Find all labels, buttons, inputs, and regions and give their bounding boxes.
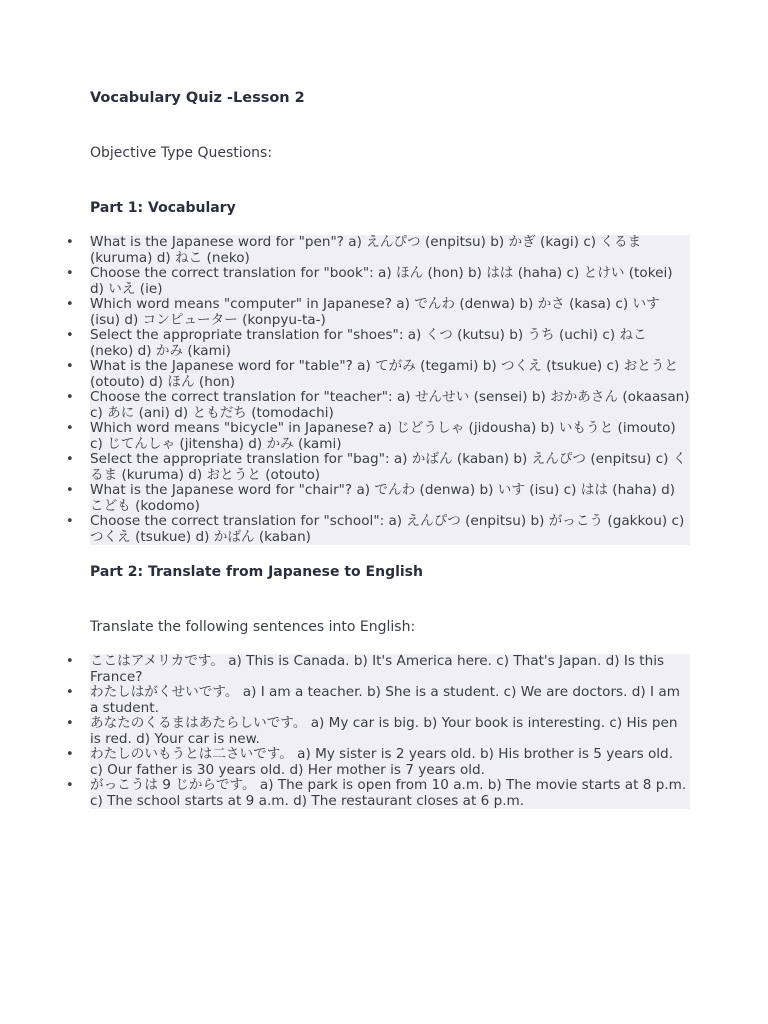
list-item: • がっこうは 9 じからです。 a) The park is open from 10 a.m. b) The movie starts at 8 p.m. c) The school starts at 9 a.m. d) The restaurant closes at 6 p.m. [90, 778, 690, 809]
list-item: • Choose the correct translation for "teacher": a) せんせい (sensei) b) おかあさん (okaasan) c) あに (ani) d) ともだち (tomodachi) [90, 390, 690, 421]
intro-text: Objective Type Questions: [90, 145, 273, 161]
part2-question-list [90, 654, 690, 809]
list-item: • あなたのくるまはあたらしいです。 a) My car is big. b) Your book is interesting. c) His pen is red. d) Your car is new. [90, 716, 690, 747]
list-item: • Choose the correct translation for "book": a) ほん (hon) b) はは (haha) c) とけい (tokei) d) いえ (ie) [90, 266, 690, 297]
list-item: • ここはアメリカです。 a) This is Canada. b) It's America here. c) That's Japan. d) Is this France? [90, 654, 690, 685]
part2-heading: Part 2: Translate from Japanese to English [90, 564, 423, 580]
list-item: • わたしのいもうとは二さいです。 a) My sister is 2 years old. b) His brother is 5 years old. c) Our father is 30 years old. d) Her mother is 7 years old. [90, 747, 690, 778]
list-item: • What is the Japanese word for "chair"? a) でんわ (denwa) b) いす (isu) c) はは (haha) d) こども (kodomo) [90, 483, 690, 514]
list-item: • Choose the correct translation for "school": a) えんぴつ (enpitsu) b) がっこう (gakkou) c) つくえ (tsukue) d) かばん (kaban) [90, 514, 690, 545]
part1-heading: Part 1: Vocabulary [90, 200, 236, 216]
list-item: • What is the Japanese word for "pen"? a) えんぴつ (enpitsu) b) かぎ (kagi) c) くるま (kuruma) d) ねこ (neko) [90, 235, 690, 266]
part2-instruction: Translate the following sentences into English: [90, 619, 416, 635]
part1-question-list [90, 235, 690, 545]
list-item: • Which word means "bicycle" in Japanese? a) じどうしゃ (jidousha) b) いもうと (imouto) c) じてんしゃ (jitensha) d) かみ (kami) [90, 421, 690, 452]
list-item: • わたしはがくせいです。 a) I am a teacher. b) She is a student. c) We are doctors. d) I am a student. [90, 685, 690, 716]
list-item: • What is the Japanese word for "table"? a) てがみ (tegami) b) つくえ (tsukue) c) おとうと (otouto) d) ほん (hon) [90, 359, 690, 390]
document-title: Vocabulary Quiz -Lesson 2 [90, 90, 305, 106]
list-item: • Which word means "computer" in Japanese? a) でんわ (denwa) b) かさ (kasa) c) いす (isu) d) コンピューター (konpyu-ta-) [90, 297, 690, 328]
list-item: • Select the appropriate translation for "shoes": a) くつ (kutsu) b) うち (uchi) c) ねこ (neko) d) かみ (kami) [90, 328, 690, 359]
list-item: • Select the appropriate translation for "bag": a) かばん (kaban) b) えんぴつ (enpitsu) c) くるま (kuruma) d) おとうと (otouto) [90, 452, 690, 483]
